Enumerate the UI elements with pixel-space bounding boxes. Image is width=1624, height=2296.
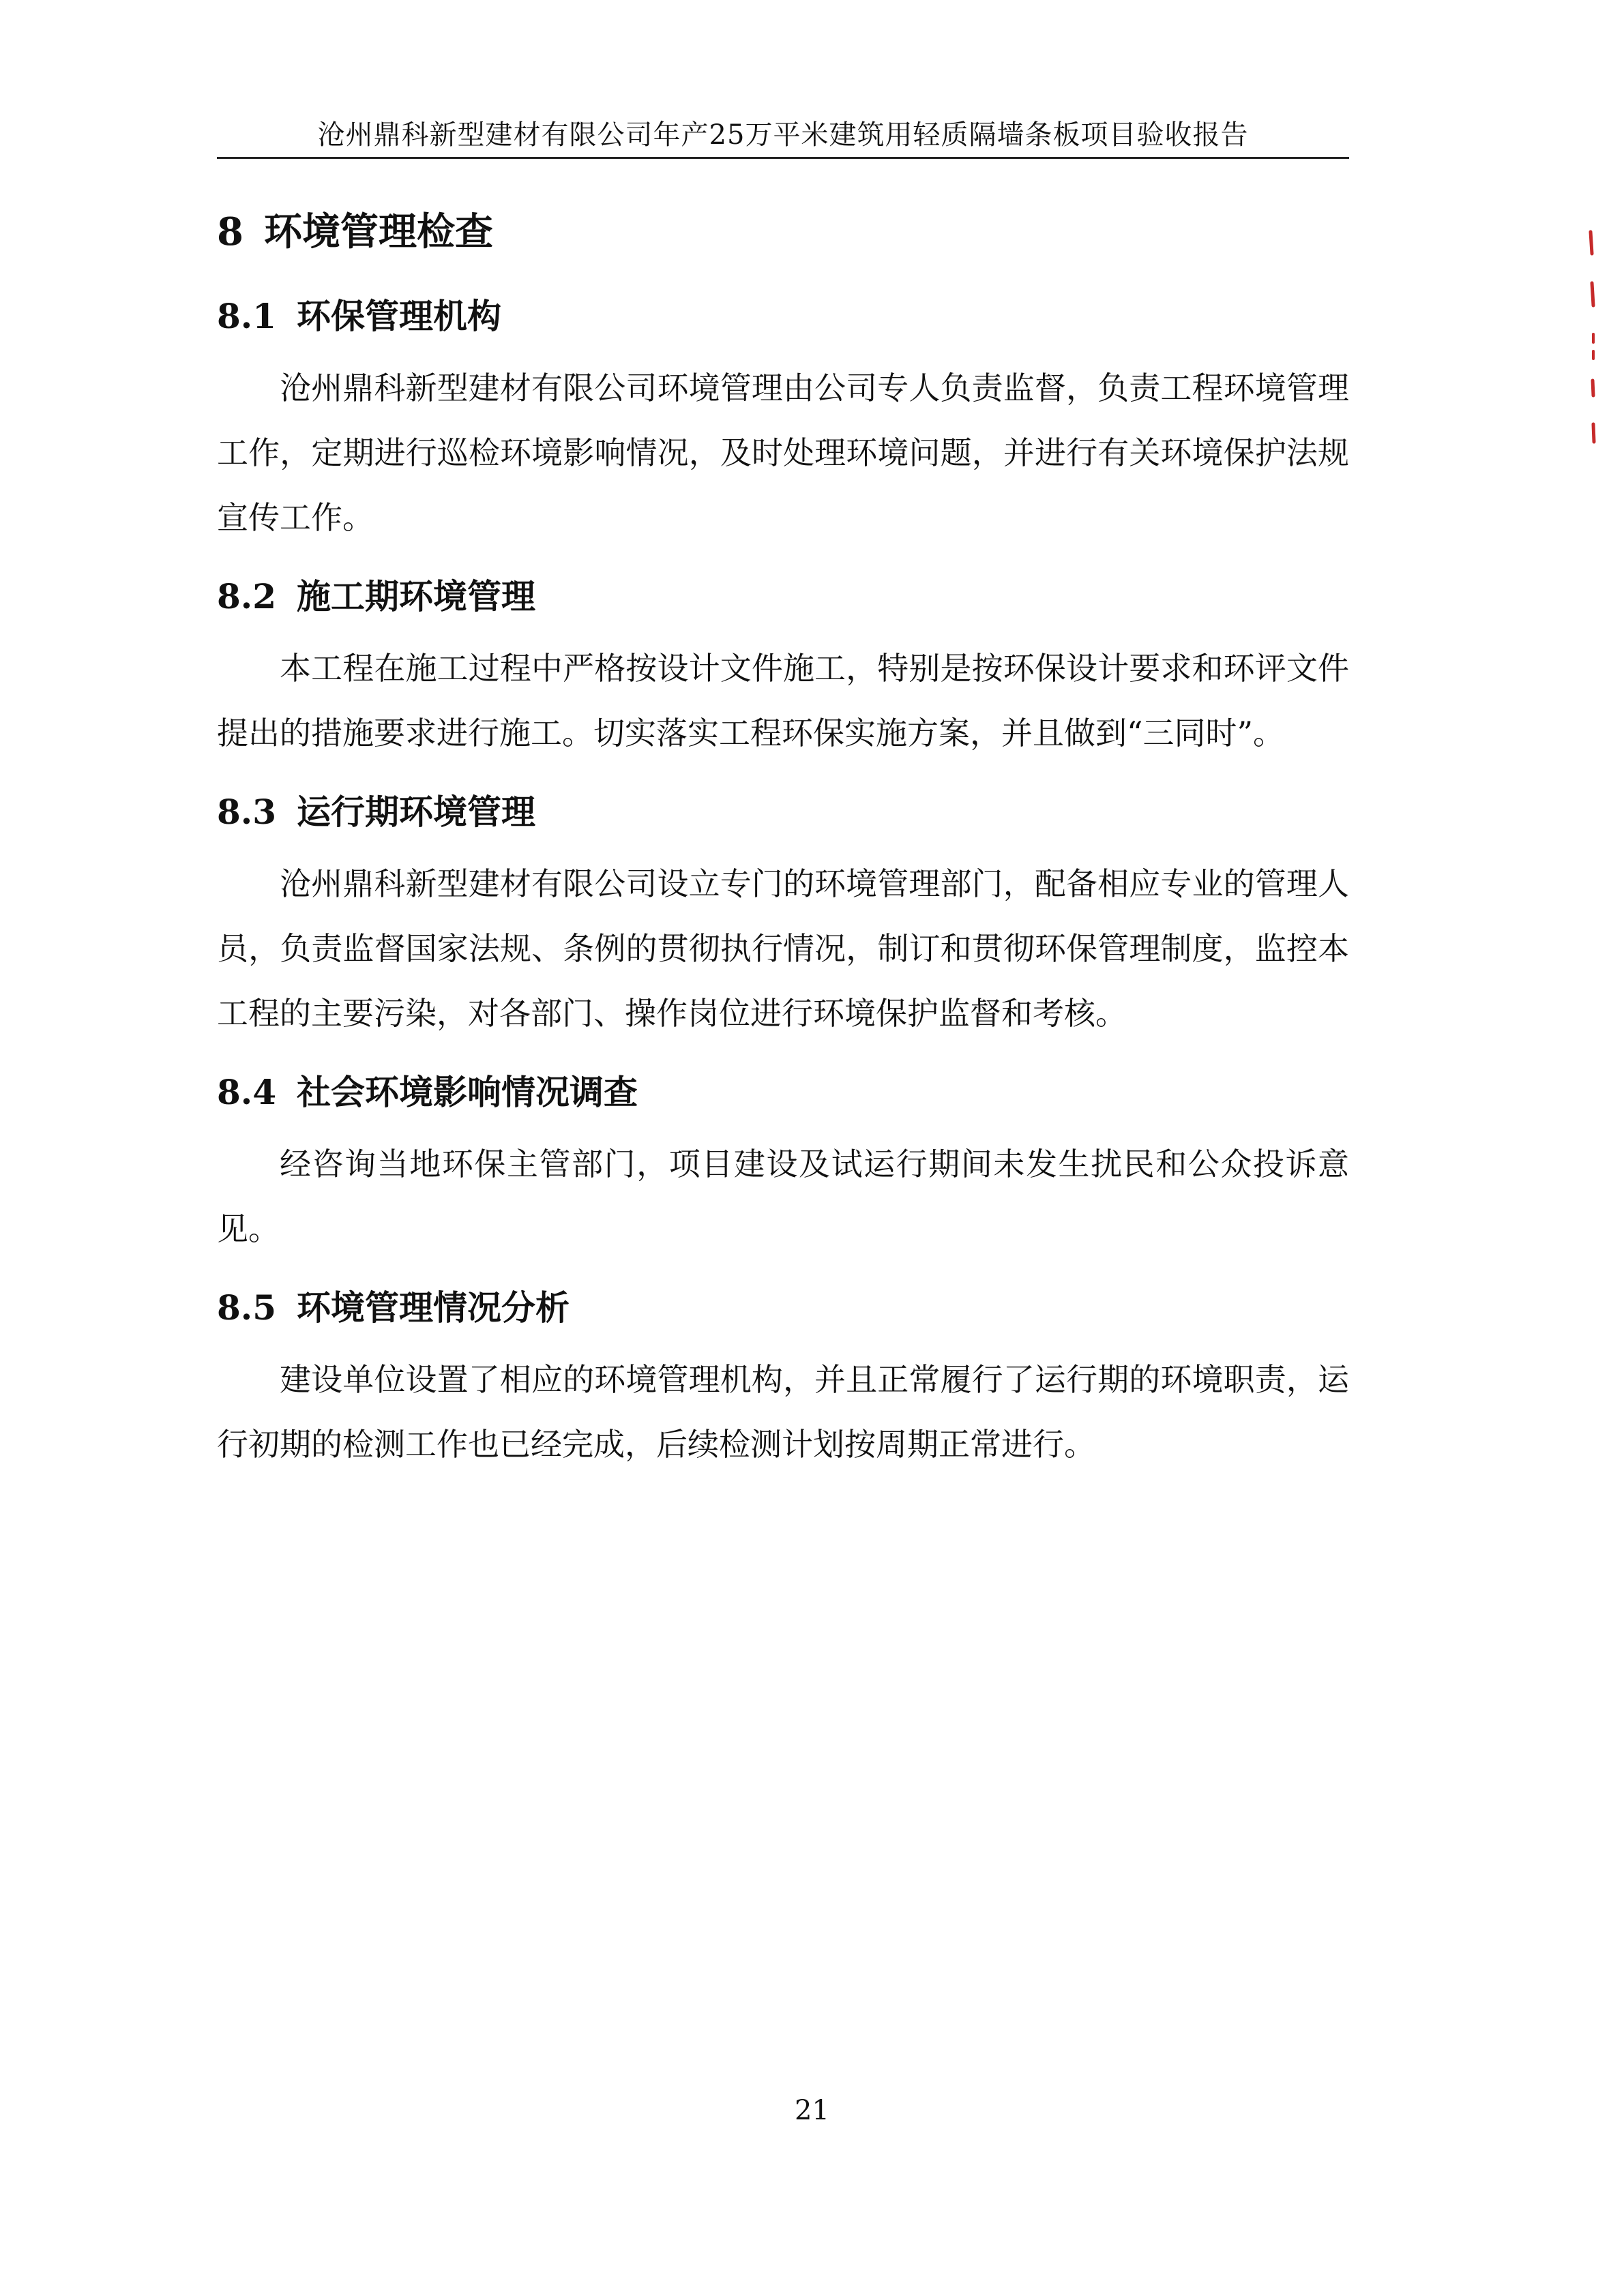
chapter-title: 环境管理检查 <box>263 209 493 254</box>
section-number: 8.3 <box>217 792 276 832</box>
section-paragraph: 沧州鼎科新型建材有限公司设立专门的环境管理部门，配备相应专业的管理人员，负责监督国家法规、条例的贯彻执行情况，制订和贯彻环保管理制度，监控本工程的主要污染，对各部门、操作岗位进行环境保护监督和考核。 <box>217 865 1349 1032</box>
chapter-number: 8 <box>217 209 243 254</box>
seal-edge-mark-icon <box>1582 225 1603 450</box>
section-8-1 <box>217 292 1349 550</box>
document-body <box>217 205 1349 1477</box>
section-heading <box>217 292 1349 341</box>
section-heading <box>217 1283 1349 1332</box>
header-divider <box>217 157 1349 159</box>
section-title: 运行期环境管理 <box>297 792 535 832</box>
section-title: 环境管理情况分析 <box>297 1287 570 1328</box>
section-title: 社会环境影响情况调查 <box>297 1072 638 1112</box>
chapter-heading <box>217 205 1349 259</box>
section-8-3 <box>217 788 1349 1046</box>
section-number: 8.4 <box>217 1072 276 1112</box>
section-8-2 <box>217 572 1349 766</box>
section-number: 8.1 <box>217 296 276 336</box>
section-8-5 <box>217 1283 1349 1477</box>
section-paragraph: 建设单位设置了相应的环境管理机构，并且正常履行了运行期的环境职责，运行初期的检测工作也已经完成，后续检测计划按周期正常进行。 <box>217 1361 1349 1463</box>
section-paragraph: 沧州鼎科新型建材有限公司环境管理由公司专人负责监督，负责工程环境管理工作，定期进行巡检环境影响情况，及时处理环境问题，并进行有关环境保护法规宣传工作。 <box>217 370 1349 536</box>
page-number: 21 <box>795 2095 829 2126</box>
section-title: 环保管理机构 <box>297 296 501 336</box>
section-title: 施工期环境管理 <box>297 576 535 616</box>
section-paragraph: 经咨询当地环保主管部门，项目建设及试运行期间未发生扰民和公众投诉意见。 <box>217 1146 1349 1247</box>
section-number: 8.5 <box>217 1287 276 1328</box>
section-number: 8.2 <box>217 576 276 616</box>
section-heading <box>217 788 1349 837</box>
section-heading <box>217 1068 1349 1117</box>
section-paragraph: 本工程在施工过程中严格按设计文件施工，特别是按环保设计要求和环评文件提出的措施要求进行施工。切实落实工程环保实施方案，并且做到“三同时”。 <box>217 650 1349 751</box>
section-8-4 <box>217 1068 1349 1262</box>
page-header: 沧州鼎科新型建材有限公司年产25万平米建筑用轻质隔墙条板项目验收报告 <box>317 119 1249 151</box>
section-heading <box>217 572 1349 621</box>
